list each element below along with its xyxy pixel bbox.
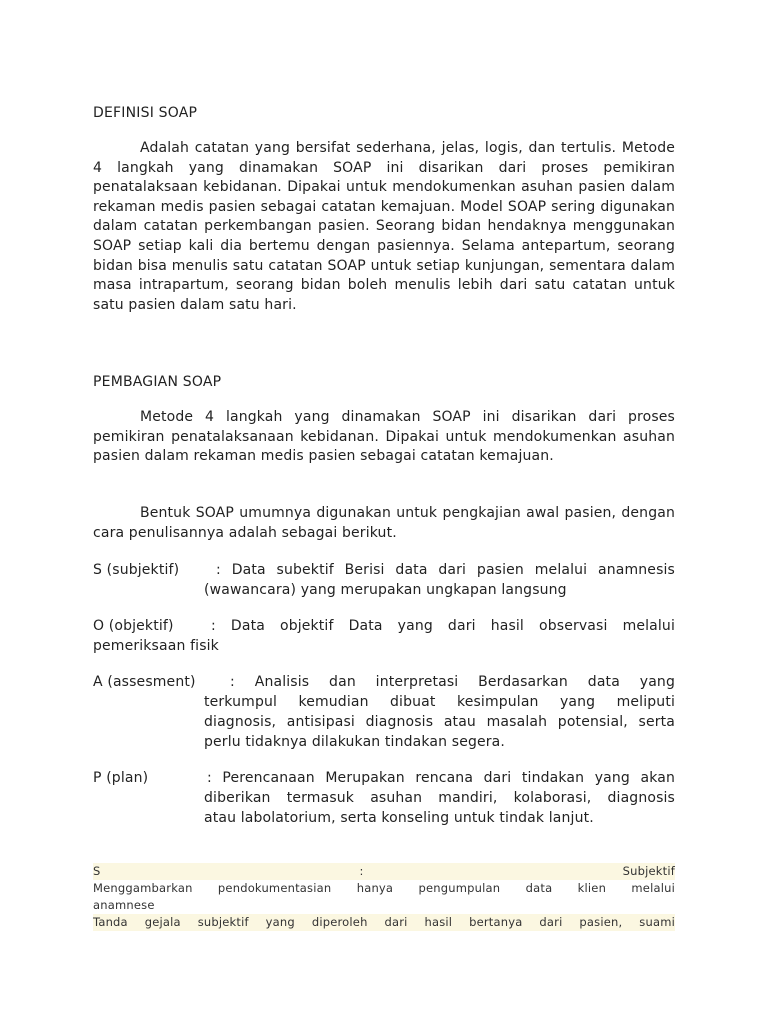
definition-text: perlu tidaknya dilakukan tindakan segera. [204, 734, 505, 750]
definition-term: S (subjektif) [93, 562, 180, 578]
definition-plan [93, 768, 675, 830]
heading-definisi-soap: DEFINISI SOAP [93, 105, 198, 121]
paragraph-definisi: Adalah catatan yang bersifat sederhana, jelas, logis, dan tertulis. Metode 4 langkah yang dinamakan SOAP ini disarikan dari proses pemikiran penatalaksaan kebidanan. Dipakai untuk mendokumenkan asuhan pasien dalam rekaman medis pasien sebagai catatan kemajuan. Model SOAP sering digunakan dalam catatan perkembangan pasien. Seorang bidan hendaknya menggunakan SOAP setiap kali dia bertemu dengan pasiennya. Selama antepartum, seorang bidan bisa menulis satu catatan SOAP untuk setiap kunjungan, sementara dalam masa intrapartum, seorang bidan boleh menulis lebih dari satu catatan untuk satu pasien dalam satu hari. [93, 140, 675, 313]
definition-text: diberikan termasuk asuhan mandiri, kolaborasi, diagnosis [204, 790, 675, 806]
paragraph-metode: Metode 4 langkah yang dinamakan SOAP ini disarikan dari proses pemikiran penatalaksanaan kebidanan. Dipakai untuk mendokumenkan asuhan pasien dalam rekaman medis pasien sebagai catatan kemajuan. [93, 409, 675, 465]
definition-text: (wawancara) yang merupakan ungkapan langsung [204, 582, 567, 598]
definition-text: : Perencanaan Merupakan rencana dari tindakan yang akan [207, 770, 675, 786]
definition-text: : Data subektif Berisi data dari pasien melalui anamnesis [216, 562, 675, 578]
definition-objektif [93, 616, 675, 658]
definition-text: : Data objektif Data yang dari hasil observasi melalui [211, 618, 675, 634]
definition-subjektif [93, 560, 675, 602]
paragraph-bentuk: Bentuk SOAP umumnya digunakan untuk pengkajian awal pasien, dengan cara penulisannya adalah sebagai berikut. [93, 505, 675, 541]
table-row: anamnese [93, 897, 675, 914]
definition-term: O (objektif) [93, 618, 174, 634]
soap-table [93, 863, 675, 931]
definition-text: atau labolatorium, serta konseling untuk tindak lanjut. [204, 810, 594, 826]
definition-term: A (assesment) [93, 674, 196, 690]
definition-text: terkumpul kemudian dibuat kesimpulan yang meliputi [204, 694, 675, 710]
table-row: Tanda gejala subjektif yang diperoleh dari hasil bertanya dari pasien, suami [93, 915, 675, 929]
definition-text: pemeriksaan fisik [93, 638, 219, 654]
definition-term: P (plan) [93, 770, 149, 786]
definition-text: diagnosis, antisipasi diagnosis atau masalah potensial, serta [204, 714, 675, 730]
definition-text: : Analisis dan interpretasi Berdasarkan data yang [230, 674, 675, 690]
table-row: Menggambarkan pendokumentasian hanya pengumpulan data klien melalui [93, 881, 675, 895]
table-row: S : Subjektif [93, 864, 675, 878]
definition-assesment [93, 672, 675, 754]
heading-pembagian-soap: PEMBAGIAN SOAP [93, 374, 222, 390]
